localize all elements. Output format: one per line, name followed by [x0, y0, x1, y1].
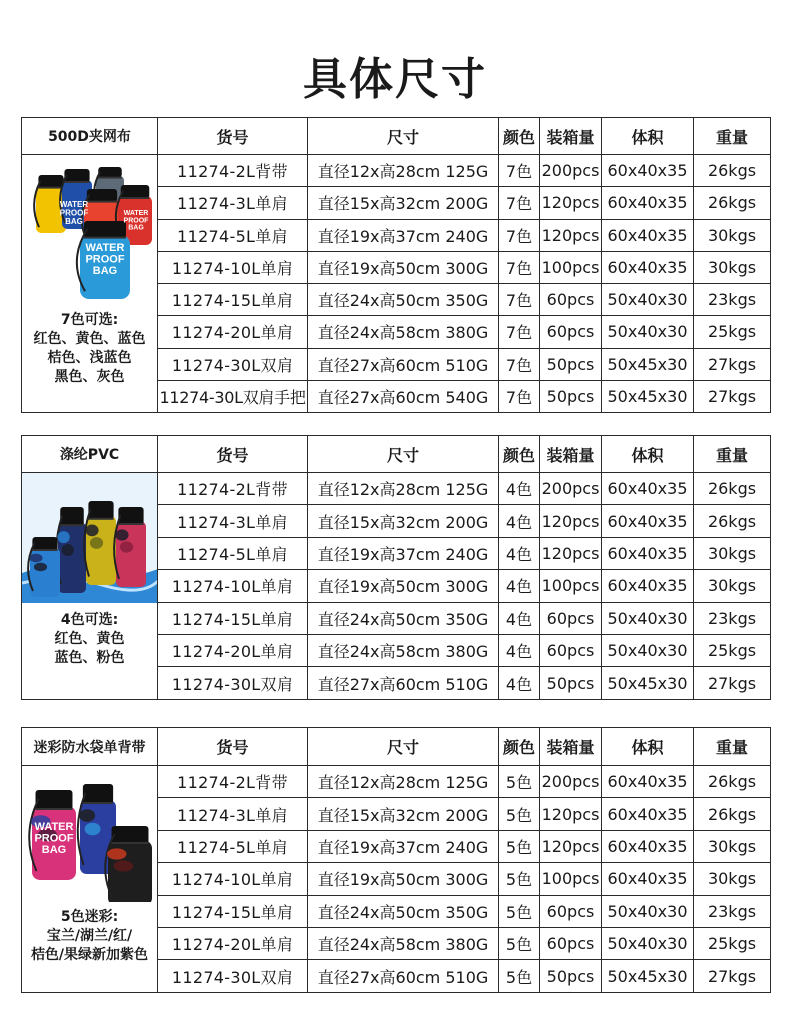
yellow-camo-bag — [84, 501, 116, 585]
color-options-line: 宝兰/湖兰/红/ — [46, 928, 133, 944]
model-cell: 11274-30L双肩 — [158, 348, 308, 380]
bag-print-line: PROOF — [59, 208, 89, 218]
pack-qty-cell: 50pcs — [540, 380, 602, 412]
size-cell: 直径15x高32cm 200G — [308, 187, 499, 219]
bag-print-line: BAG — [92, 265, 118, 278]
model-cell: 11274-3L单肩 — [158, 505, 308, 537]
weight-cell: 27kgs — [694, 348, 771, 380]
size-cell: 直径19x高37cm 240G — [308, 219, 499, 251]
color-count-cell: 7色 — [499, 251, 540, 283]
model-cell: 11274-10L单肩 — [158, 251, 308, 283]
model-cell: 11274-2L背带 — [158, 766, 308, 798]
model-cell: 11274-20L单肩 — [158, 634, 308, 666]
color-options-line: 5色迷彩: — [60, 909, 119, 925]
category-label: 500D夹网布 — [22, 118, 158, 155]
model-cell: 11274-5L单肩 — [158, 537, 308, 569]
size-cell: 直径27x高60cm 510G — [308, 960, 499, 992]
weight-cell: 25kgs — [694, 634, 771, 666]
pack-qty-cell: 60pcs — [540, 634, 602, 666]
pack-qty-cell: 50pcs — [540, 667, 602, 699]
size-cell: 直径19x高37cm 240G — [308, 537, 499, 569]
pack-qty-cell: 120pcs — [540, 505, 602, 537]
header-color: 颜色 — [499, 118, 540, 155]
color-count-cell: 5色 — [499, 895, 540, 927]
table-header-row — [22, 436, 771, 473]
pack-qty-cell: 60pcs — [540, 895, 602, 927]
pack-qty-cell: 60pcs — [540, 316, 602, 348]
color-count-cell: 7色 — [499, 187, 540, 219]
weight-cell: 26kgs — [694, 155, 771, 187]
model-cell: 11274-10L单肩 — [158, 863, 308, 895]
header-pack-qty: 装箱量 — [540, 728, 602, 766]
model-cell: 11274-15L单肩 — [158, 895, 308, 927]
pack-qty-cell: 50pcs — [540, 348, 602, 380]
size-cell: 直径27x高60cm 510G — [308, 667, 499, 699]
size-cell: 直径24x高58cm 380G — [308, 634, 499, 666]
color-options-note — [22, 908, 157, 965]
bag-print-line: PROOF — [34, 832, 74, 845]
volume-cell: 50x40x30 — [602, 284, 694, 316]
product-photo-cell — [22, 766, 158, 993]
header-color: 颜色 — [499, 436, 540, 473]
pack-qty-cell: 120pcs — [540, 187, 602, 219]
header-weight: 重量 — [694, 728, 771, 766]
color-count-cell: 7色 — [499, 155, 540, 187]
color-count-cell: 5色 — [499, 863, 540, 895]
table-row — [22, 766, 771, 798]
header-color: 颜色 — [499, 728, 540, 766]
size-cell: 直径24x高58cm 380G — [308, 316, 499, 348]
pink-camo-bag — [114, 507, 146, 587]
product-photo — [22, 766, 158, 902]
header-volume: 体积 — [602, 728, 694, 766]
model-cell: 11274-2L背带 — [158, 473, 308, 505]
bag-print-line: WATER — [59, 200, 89, 209]
volume-cell: 50x45x30 — [602, 667, 694, 699]
blue-camo-bag — [28, 537, 60, 597]
volume-cell: 60x40x35 — [602, 251, 694, 283]
header-weight: 重量 — [694, 436, 771, 473]
weight-cell: 26kgs — [694, 766, 771, 798]
bag-print-line: WATER — [85, 242, 125, 254]
size-cell: 直径12x高28cm 125G — [308, 155, 499, 187]
bag-print-line: PROOF — [85, 253, 125, 266]
bag-print-line: WATER — [34, 821, 74, 833]
pack-qty-cell: 120pcs — [540, 537, 602, 569]
color-options-line: 红色、黄色、蓝色 — [33, 331, 146, 347]
volume-cell: 60x40x35 — [602, 863, 694, 895]
model-cell: 11274-30L双肩 — [158, 960, 308, 992]
volume-cell: 60x40x35 — [602, 155, 694, 187]
color-count-cell: 4色 — [499, 537, 540, 569]
color-count-cell: 7色 — [499, 316, 540, 348]
size-cell: 直径19x高37cm 240G — [308, 830, 499, 862]
model-cell: 11274-20L单肩 — [158, 927, 308, 959]
color-options-line: 蓝色、粉色 — [54, 650, 125, 666]
volume-cell: 50x40x30 — [602, 895, 694, 927]
pack-qty-cell: 120pcs — [540, 219, 602, 251]
size-cell: 直径27x高60cm 540G — [308, 380, 499, 412]
table-header-row — [22, 118, 771, 155]
color-options-line: 黑色、灰色 — [54, 369, 125, 385]
color-count-cell: 4色 — [499, 667, 540, 699]
weight-cell: 26kgs — [694, 798, 771, 830]
volume-cell: 60x40x35 — [602, 187, 694, 219]
bag-print-line: BAG — [41, 844, 67, 857]
color-count-cell: 5色 — [499, 766, 540, 798]
header-pack-qty: 装箱量 — [540, 436, 602, 473]
color-count-cell: 4色 — [499, 473, 540, 505]
weight-cell: 30kgs — [694, 570, 771, 602]
weight-cell: 23kgs — [694, 602, 771, 634]
table-header-row — [22, 728, 771, 766]
size-cell: 直径24x高50cm 350G — [308, 602, 499, 634]
model-cell: 11274-2L背带 — [158, 155, 308, 187]
page-title: 具体尺寸 — [303, 54, 487, 105]
color-count-cell: 7色 — [499, 219, 540, 251]
header-model: 货号 — [158, 728, 308, 766]
weight-cell: 26kgs — [694, 505, 771, 537]
model-cell: 11274-20L单肩 — [158, 316, 308, 348]
color-count-cell: 5色 — [499, 798, 540, 830]
pack-qty-cell: 50pcs — [540, 960, 602, 992]
pack-qty-cell: 200pcs — [540, 473, 602, 505]
color-count-cell: 5色 — [499, 830, 540, 862]
color-count-cell: 7色 — [499, 380, 540, 412]
model-cell: 11274-30L双肩 — [158, 667, 308, 699]
volume-cell: 60x40x35 — [602, 798, 694, 830]
volume-cell: 50x45x30 — [602, 380, 694, 412]
header-volume: 体积 — [602, 118, 694, 155]
table-row — [22, 473, 771, 505]
navy-camo-bag — [56, 507, 86, 593]
product-photo — [22, 155, 158, 305]
color-count-cell: 5色 — [499, 960, 540, 992]
color-count-cell: 4色 — [499, 602, 540, 634]
size-cell: 直径19x高50cm 300G — [308, 251, 499, 283]
pack-qty-cell: 100pcs — [540, 570, 602, 602]
color-options-note — [22, 611, 157, 668]
color-count-cell: 4色 — [499, 505, 540, 537]
color-count-cell: 4色 — [499, 570, 540, 602]
bag-print-line: BAG — [65, 216, 83, 226]
size-cell: 直径24x高50cm 350G — [308, 895, 499, 927]
header-size: 尺寸 — [308, 118, 499, 155]
model-cell: 11274-5L单肩 — [158, 219, 308, 251]
size-cell: 直径24x高58cm 380G — [308, 927, 499, 959]
color-options-line: 4色可选: — [60, 612, 119, 628]
header-volume: 体积 — [602, 436, 694, 473]
volume-cell: 60x40x35 — [602, 830, 694, 862]
size-cell: 直径12x高28cm 125G — [308, 473, 499, 505]
volume-cell: 50x40x30 — [602, 634, 694, 666]
model-cell: 11274-10L单肩 — [158, 570, 308, 602]
color-count-cell: 5色 — [499, 927, 540, 959]
volume-cell: 50x45x30 — [602, 348, 694, 380]
pack-qty-cell: 100pcs — [540, 251, 602, 283]
color-options-line: 桔色/果绿新加紫色 — [30, 947, 149, 963]
black-camo-bag — [105, 826, 152, 902]
table-row — [22, 155, 771, 187]
color-options-line: 桔色、浅蓝色 — [47, 350, 132, 366]
size-cell: 直径19x高50cm 300G — [308, 570, 499, 602]
pack-qty-cell: 120pcs — [540, 830, 602, 862]
weight-cell: 27kgs — [694, 380, 771, 412]
volume-cell: 60x40x35 — [602, 219, 694, 251]
weight-cell: 26kgs — [694, 187, 771, 219]
size-cell: 直径12x高28cm 125G — [308, 766, 499, 798]
weight-cell: 23kgs — [694, 895, 771, 927]
category-label: 涤纶PVC — [22, 436, 158, 473]
weight-cell: 27kgs — [694, 667, 771, 699]
model-cell: 11274-30L双肩手把 — [158, 380, 308, 412]
color-options-note — [22, 311, 157, 387]
weight-cell: 30kgs — [694, 219, 771, 251]
weight-cell: 30kgs — [694, 251, 771, 283]
color-options-line: 7色可选: — [60, 312, 119, 328]
pack-qty-cell: 200pcs — [540, 155, 602, 187]
color-count-cell: 4色 — [499, 634, 540, 666]
size-cell: 直径19x高50cm 300G — [308, 863, 499, 895]
model-cell: 11274-15L单肩 — [158, 602, 308, 634]
size-cell: 直径15x高32cm 200G — [308, 798, 499, 830]
size-cell: 直径27x高60cm 510G — [308, 348, 499, 380]
volume-cell: 60x40x35 — [602, 473, 694, 505]
weight-cell: 23kgs — [694, 284, 771, 316]
model-cell: 11274-5L单肩 — [158, 830, 308, 862]
bag-print-line: WATER — [123, 210, 149, 217]
model-cell: 11274-3L单肩 — [158, 798, 308, 830]
color-count-cell: 7色 — [499, 348, 540, 380]
color-options-line: 红色、黄色 — [54, 631, 125, 647]
volume-cell: 50x40x30 — [602, 316, 694, 348]
header-model: 货号 — [158, 118, 308, 155]
product-photo — [22, 473, 158, 605]
header-size: 尺寸 — [308, 436, 499, 473]
volume-cell: 60x40x35 — [602, 570, 694, 602]
volume-cell: 50x45x30 — [602, 960, 694, 992]
pack-qty-cell: 100pcs — [540, 863, 602, 895]
weight-cell: 25kgs — [694, 927, 771, 959]
bag-print-line: PROOF — [123, 217, 149, 225]
weight-cell: 30kgs — [694, 537, 771, 569]
weight-cell: 26kgs — [694, 473, 771, 505]
spec-table-camo — [21, 727, 771, 993]
product-photo-cell — [22, 155, 158, 413]
model-cell: 11274-3L单肩 — [158, 187, 308, 219]
header-model: 货号 — [158, 436, 308, 473]
header-size: 尺寸 — [308, 728, 499, 766]
pack-qty-cell: 60pcs — [540, 602, 602, 634]
header-pack-qty: 装箱量 — [540, 118, 602, 155]
bag-print-line: BAG — [128, 224, 144, 232]
volume-cell: 60x40x35 — [602, 505, 694, 537]
spec-table-pvc — [21, 435, 771, 700]
size-cell: 直径24x高50cm 350G — [308, 284, 499, 316]
volume-cell: 60x40x35 — [602, 537, 694, 569]
color-count-cell: 7色 — [499, 284, 540, 316]
pack-qty-cell: 60pcs — [540, 927, 602, 959]
header-weight: 重量 — [694, 118, 771, 155]
weight-cell: 25kgs — [694, 316, 771, 348]
weight-cell: 30kgs — [694, 830, 771, 862]
weight-cell: 27kgs — [694, 960, 771, 992]
spec-table-500d — [21, 117, 771, 413]
product-photo-cell — [22, 473, 158, 700]
volume-cell: 50x40x30 — [602, 927, 694, 959]
pack-qty-cell: 200pcs — [540, 766, 602, 798]
weight-cell: 30kgs — [694, 863, 771, 895]
size-cell: 直径15x高32cm 200G — [308, 505, 499, 537]
volume-cell: 60x40x35 — [602, 766, 694, 798]
pack-qty-cell: 120pcs — [540, 798, 602, 830]
pack-qty-cell: 60pcs — [540, 284, 602, 316]
model-cell: 11274-15L单肩 — [158, 284, 308, 316]
category-label: 迷彩防水袋单背带 — [22, 728, 158, 766]
volume-cell: 50x40x30 — [602, 602, 694, 634]
